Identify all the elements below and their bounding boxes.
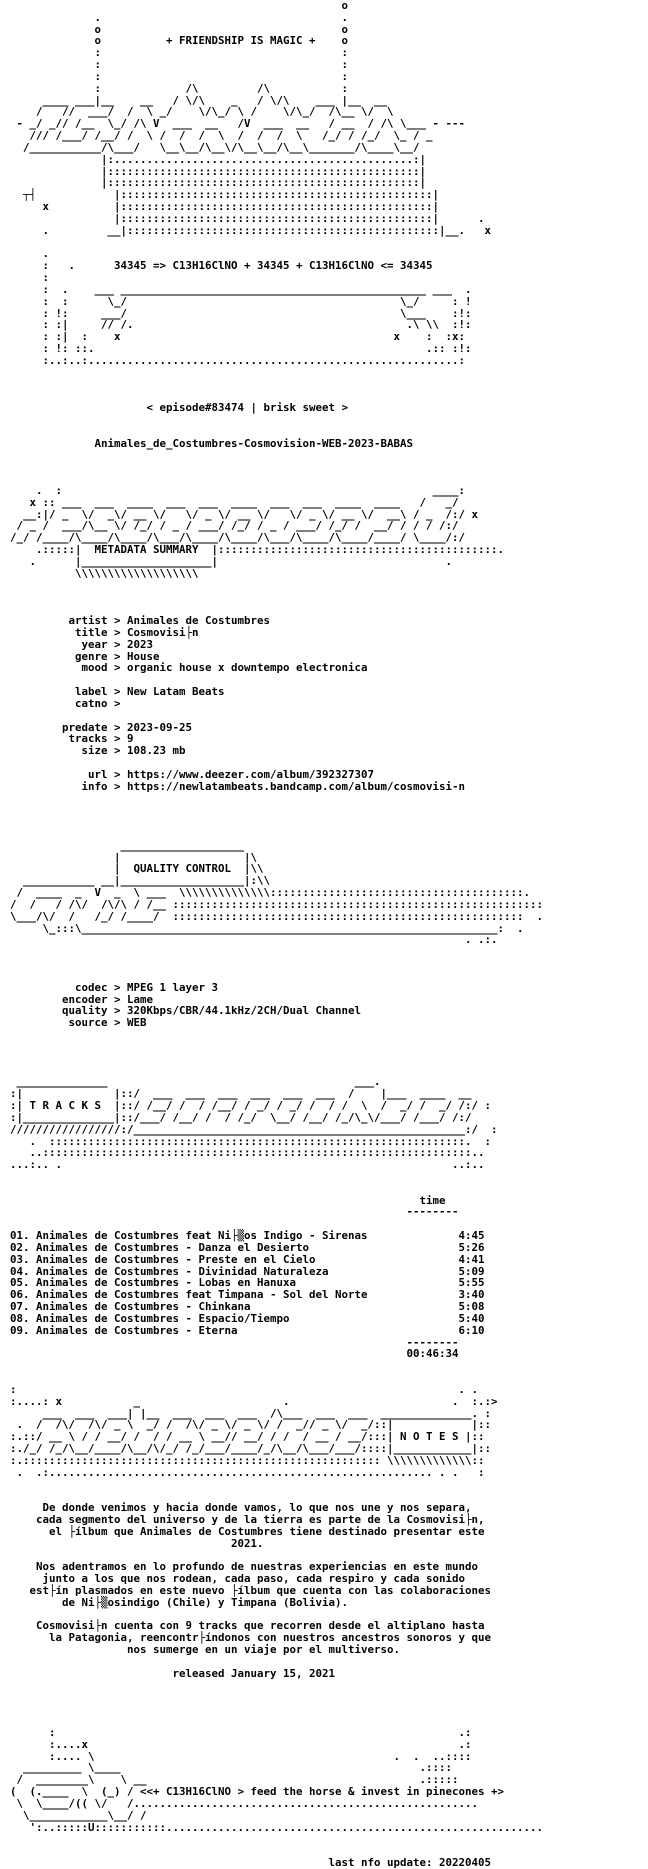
nfo-line: 07. Animales de Costumbres - Chinkana 5:08: [10, 1300, 485, 1314]
nfo-line: :.... \ . . ..::::: [10, 1749, 472, 1763]
nfo-line: |::::::::::::::::::::::::::::::::::::::::::::::::|: [10, 176, 427, 190]
nfo-line: 05. Animales de Costumbres - Lobas en Hanuxa 5:55: [10, 1276, 485, 1290]
nfo-line: : .:: [10, 1725, 472, 1739]
nfo-line: Cosmovisi├n cuenta con 9 tracks que recorren desde el altiplano hasta: [10, 1619, 485, 1633]
nfo-line: codec > MPEG 1 layer 3: [10, 980, 219, 994]
nfo-line: . __|::::::::::::::::::::::::::::::::::::::::::::::::|__. x: [10, 223, 492, 237]
nfo-line: |::::::::::::::::::::::::::::::::::::::::::::::::| .: [10, 211, 485, 225]
nfo-line: [10, 449, 648, 461]
nfo-line: - _/ _// /__ \_/ /\ V ___ __ /V ___ __ / __ / /\ \___ - ---: [10, 117, 466, 131]
nfo-line: :..:..:.........................................................:: [10, 353, 466, 367]
nfo-line: / ____ _ V _ \ ___ \\\\\\\\\\\\\\:::::::::::::::::::::::::::::::::::::::.: [10, 886, 531, 900]
nfo-line: o + FRIENDSHIP IS MAGIC + o: [10, 34, 349, 48]
nfo-line: [10, 958, 648, 970]
nfo-line: . |____________________| .: [10, 554, 453, 568]
nfo-line: De donde venimos y hacia donde vamos, lo que nos une y nos separa,: [10, 1501, 472, 1515]
nfo-line: 08. Animales de Costumbres - Espacio/Tiempo 5:40: [10, 1311, 485, 1325]
nfo-line: [10, 816, 648, 828]
nfo-line: [10, 237, 648, 249]
nfo-line: /////////////////:/___________________________________________________:/ :: [10, 1122, 498, 1136]
nfo-line: o o: [10, 22, 349, 36]
nfo-line: ':..:::::U:::::::::::..........................................................: [10, 1820, 544, 1834]
nfo-line: < episode#83474 | brisk sweet >: [10, 401, 349, 415]
nfo-line: [10, 1680, 648, 1692]
nfo-line: : :: [10, 69, 349, 83]
nfo-line: 00:46:34: [10, 1347, 459, 1361]
nfo-line: x |::::::::::::::::::::::::::::::::::::::::::::::::|: [10, 200, 440, 214]
nfo-line: [10, 591, 648, 603]
nfo-line: /_/ /____/\____/\____/\___/\____/\____/\___/\____/\____/____/ \____/:/: [10, 531, 466, 545]
nfo-line: : . 34345 => C13H16ClNO + 34345 + C13H16ClNO <= 34345: [10, 259, 433, 273]
nfo-line: : : \_/ \_/ : !: [10, 294, 472, 308]
nfo-line: :.::::::::::::::::::::::::::::::::::::::::::::::::::::::: \\\\\\\\\\\\\::: [10, 1453, 485, 1467]
nfo-line: x :: ___ ___ ____ ___ ___ ____ ___ ___ ____ ____ / _/: [10, 495, 459, 509]
nfo-line: |::::::::::::::::::::::::::::::::::::::::::::::::|: [10, 164, 427, 178]
nfo-line: \\\\\\\\\\\\\\\\\\\: [10, 566, 199, 580]
nfo-line: 04. Animales de Costumbres - Divinidad Naturaleza 5:09: [10, 1264, 485, 1278]
nfo-line: . / /\/ /\/ _ \ _/ / /\/ _ \/ _ \/ / _// _ \/ _/::| |::: [10, 1418, 492, 1432]
nfo-line: : :| : x x : :x:: [10, 330, 466, 344]
nfo-line: title > Cosmovisi├n: [10, 625, 199, 639]
nfo-line: [10, 1479, 648, 1491]
nfo-line: ( (.____ \ (_) / <<+ C13H16ClNO > feed the horse & invest in pinecones +>: [10, 1785, 505, 1799]
nfo-line: [10, 367, 648, 379]
nfo-line: \____________\__/ /: [10, 1808, 147, 1822]
nfo-line: [10, 426, 648, 438]
nfo-line: : !: ::. .:: :!:: [10, 342, 472, 356]
nfo-line: predate > 2023-09-25: [10, 720, 193, 734]
nfo-line: genre > House: [10, 649, 160, 663]
nfo-line: Animales_de_Costumbres-Cosmovision-WEB-2023-BABAS: [10, 436, 414, 450]
nfo-line: cada segmento del universo y de la tierra es parte de la Cosmovisi├n,: [10, 1513, 485, 1526]
nfo-line: : !: ___/ \___ :!:: [10, 306, 472, 320]
nfo-line: /// /___/ /__/ / \ / / / \ / / / \ /_/ / /_/ \_ / _: [10, 129, 433, 143]
nfo-line: [10, 1029, 648, 1041]
nfo-line: |:..............................................:|: [10, 152, 427, 166]
nfo-line: [10, 1703, 648, 1715]
nfo-line: : . .: [10, 1382, 479, 1396]
nfo-line: 03. Animales de Costumbres - Preste en el Cielo 4:41: [10, 1252, 485, 1266]
nfo-line: / _ / ___/\__ \/ /_/ / _ / ___/ /_/ / _ / ___/ /_/ / __/ / / / /:/: [10, 519, 459, 533]
nfo-line: ...:.. . ..:..: [10, 1158, 485, 1172]
nfo-line: url > https://www.deezer.com/album/392327307: [10, 767, 375, 781]
nfo-line: | |\: [10, 850, 258, 864]
nfo-line: [10, 1041, 648, 1053]
nfo-line: \ \____/(( \/ /.....................................................: [10, 1796, 479, 1810]
nfo-line: . .:.: [10, 933, 498, 947]
nfo-line: :.::/ __ \ / / __/ / / / __ \ __// __/ / / / __ / __/:::| N O T E S |::: [10, 1430, 485, 1444]
nfo-line: est├ín plasmados en este nuevo ├ílbum que cuenta con las colaboraciones: [10, 1583, 492, 1597]
nfo-line: :|______________|::/___/ /__/ / / /_/ \__/ /__/ /_/\_\/___/ /___/ /:/: [10, 1110, 472, 1124]
nfo-line: last nfo update: 20220405: [10, 1856, 492, 1869]
nfo-line: released January 15, 2021: [10, 1666, 336, 1680]
nfo-line: el ├ílbum que Animales de Costumbres tiene destinado presentar este: [10, 1524, 485, 1538]
nfo-line: junto a los que nos rodean, cada paso, cada respiro y cada sonido: [10, 1572, 466, 1586]
nfo-line: :....x .:: [10, 1737, 472, 1751]
nfo-line: [10, 804, 648, 816]
nfo-line: time: [10, 1193, 446, 1207]
nfo-line: . .:........................................................... . . :: [10, 1465, 485, 1479]
nfo-line: . : ____:: [10, 483, 466, 497]
nfo-line: :./_/ /_/\__/____/\__/\/_/ /_/___/____/_/\__/\___/___/::::|____________|::: [10, 1442, 492, 1456]
nfo-line: . ::::::::::::::::::::::::::::::::::::::::::::::::::::::::::::::::. :: [10, 1134, 492, 1148]
nfo-line: ___________________: [10, 838, 245, 852]
nfo-line: [10, 379, 648, 391]
nfo-line: artist > Animales de Costumbres: [10, 614, 271, 628]
nfo-line: ______________ ___.: [10, 1075, 381, 1089]
nfo-line: Nos adentramos en lo profundo de nuestras experiencias en este mundo: [10, 1560, 479, 1574]
nfo-line: year > 2023: [10, 637, 154, 651]
nfo-line: \___/\/ / /_/ /____/ :::::::::::::::::::::::::::::::::::::::::::::::::::::: .: [10, 909, 544, 923]
nfo-line: .: [10, 247, 50, 261]
nfo-line: [10, 1656, 648, 1668]
nfo-line: [10, 1833, 648, 1845]
nfo-line: encoder > Lame: [10, 992, 154, 1006]
nfo-line: [10, 1845, 648, 1857]
nfo-line: ____ ___|__ __ / \/\ _ / \/\ ___ |__ __: [10, 93, 388, 107]
nfo-line: \_:::\________________________________________________________________: .: [10, 921, 524, 935]
nfo-line: [10, 580, 648, 592]
nfo-line: / / / /\/ /\/\ / /__ :::::::::::::::::::::::::::::::::::::::::::::::::::::::::: [10, 897, 544, 911]
nfo-line: :| T R A C K S |::/ /__/ / / /__/ / _/ / _/ / / / \ / _/ / _/ /:/ :: [10, 1099, 492, 1113]
nfo-line: : /\ /\ :: [10, 81, 349, 95]
nfo-line: :: [10, 271, 50, 285]
nfo-line: info > https://newlatambeats.bandcamp.com/album/cosmovisi-n: [10, 779, 466, 793]
nfo-line: | QUALITY CONTROL |\\: [10, 862, 264, 876]
nfo-line: [10, 1360, 648, 1372]
nfo-line: --------: [10, 1205, 459, 1219]
nfo-line: [10, 710, 648, 722]
nfo-line: : :: [10, 46, 349, 60]
nfo-line: [10, 1171, 648, 1183]
nfo-line: [10, 970, 648, 982]
nfo-line: [10, 414, 648, 426]
nfo-line: nos sumerge en un viaje por el multiverso.: [10, 1643, 401, 1657]
nfo-line: 06. Animales de Costumbres feat Timpana - Sol del Norte 3:40: [10, 1288, 485, 1302]
nfo-line: / // ___/ / \ _/ \/\_/ \ / \/\_/ /\__ \/ \: [10, 105, 394, 119]
nfo-line: : :| // /. .\ \\ :!:: [10, 318, 472, 332]
nfo-line: :....: x _ . . :.:>: [10, 1394, 498, 1408]
nfo-line: ..::::::::::::::::::::::::::::::::::::::::::::::::::::::::::::::::::..: [10, 1146, 485, 1160]
nfo-line: / ________\ \ __ .:::::: [10, 1773, 459, 1787]
nfo-line: la Patagonia, reencontr├índonos con nuestros ancestros sonoros y que: [10, 1631, 492, 1645]
nfo-line: :| |::/ ___ ___ ___ ___ ___ ___ / |___ ____ __: [10, 1087, 472, 1101]
nfo-line: ___________ __|___________________|:\\: [10, 874, 271, 888]
nfo-line: [10, 792, 648, 804]
nfo-line: [10, 1183, 648, 1195]
nfo-line: tracks > 9: [10, 732, 134, 746]
nfo-line: [10, 461, 648, 473]
nfo-line: . .: [10, 10, 349, 24]
nfo-line: o: [10, 0, 349, 12]
nfo-line: size > 108.23 mb: [10, 744, 186, 758]
nfo-line: ___ ___ ___| |__ ___ ___ ___ /\___ ___ ___ ______________. :: [10, 1406, 492, 1420]
nfo-line: 01. Animales de Costumbres feat Ni├▒os Indigo - Sirenas 4:45: [10, 1229, 485, 1243]
nfo-line: : . ___ _______________________________________________ ___ .: [10, 282, 472, 296]
nfo-line: 02. Animales de Costumbres - Danza el Desierto 5:26: [10, 1240, 485, 1254]
nfo-line: [10, 946, 648, 958]
nfo-line: --------: [10, 1335, 459, 1349]
nfo-line: label > New Latam Beats: [10, 685, 225, 699]
nfo-line: catno >: [10, 696, 121, 710]
nfo-line: ┬┤ |::::::::::::::::::::::::::::::::::::::::::::::::|: [10, 188, 440, 202]
nfo-line: : :: [10, 58, 349, 72]
nfo-line: __:|/ _ \/ _\/ __ \/ \/ _ \/ __ \/ \/ _ \/ __ \/ __\ / _ /:/ x: [10, 507, 479, 521]
nfo-line: /___________/\___/ \__\__/\__\/\__\__/\__\_______/\____\__/: [10, 140, 420, 154]
nfo-line: 09. Animales de Costumbres - Eterna 6:10: [10, 1323, 485, 1337]
nfo-line: [10, 1691, 648, 1703]
nfo-line: de Ni├▒osindigo (Chile) y Timpana (Bolivia).: [10, 1595, 349, 1609]
nfo-line: .:::::| METADATA SUMMARY |:::::::::::::::::::::::::::::::::::::::::::.: [10, 543, 505, 557]
nfo-line: quality > 320Kbps/CBR/44.1kHz/2CH/Dual Channel: [10, 1004, 362, 1018]
nfo-line: _________ \____ .::::: [10, 1761, 453, 1775]
nfo-line: mood > organic house x downtempo electronica: [10, 661, 368, 675]
nfo-line: 2021.: [10, 1536, 264, 1550]
nfo-line: [10, 1053, 648, 1065]
nfo-line: source > WEB: [10, 1016, 147, 1030]
